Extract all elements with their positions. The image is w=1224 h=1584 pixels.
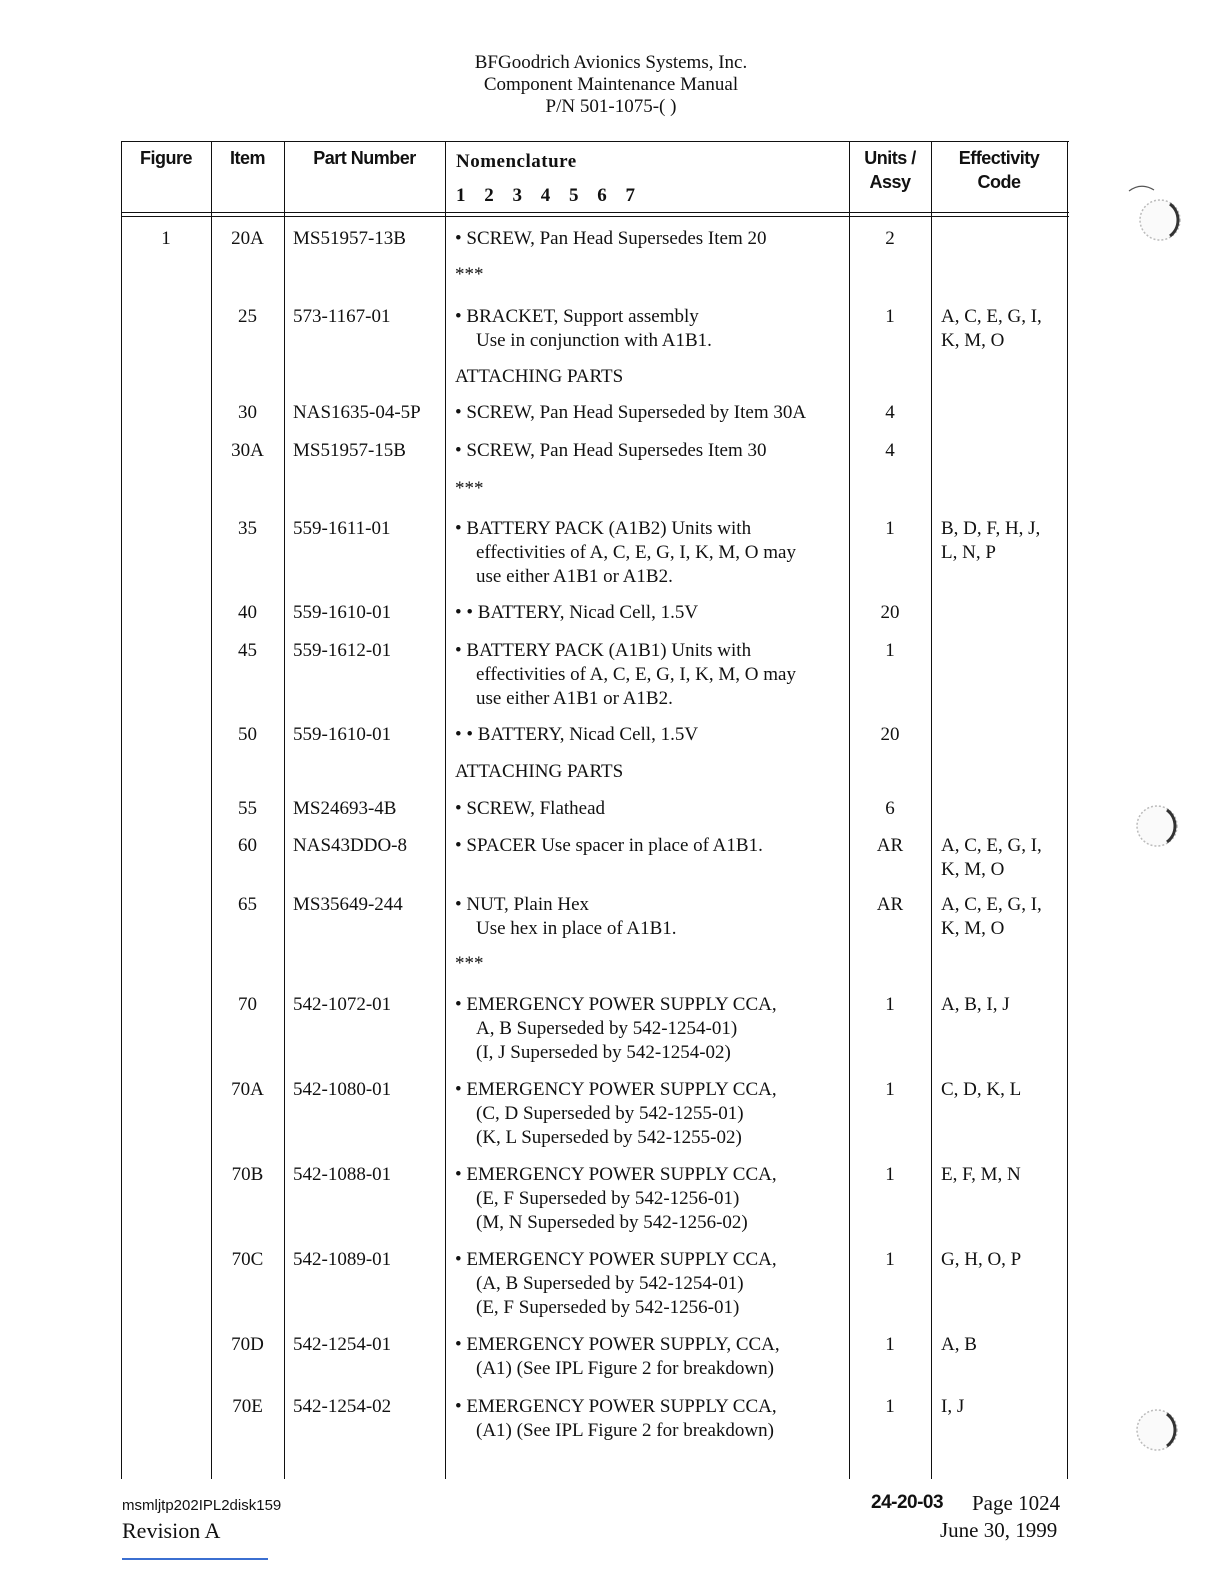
item-cell: 70C (231, 1249, 264, 1270)
part-number-cell: 559-1612-01 (293, 640, 392, 661)
effectivity-line: A, B, I, J (941, 994, 1010, 1015)
nomenclature-line: effectivities of A, C, E, G, I, K, M, O may (476, 542, 796, 563)
part-number-cell: 542-1080-01 (293, 1079, 392, 1100)
company-name: BFGoodrich Avionics Systems, Inc. (474, 52, 748, 73)
part-number-cell: 542-1254-02 (293, 1396, 392, 1417)
header-rule (121, 216, 1069, 217)
item-cell: 45 (238, 640, 257, 661)
nomenclature-cell (455, 993, 855, 1065)
item-cell: 70B (231, 1164, 264, 1185)
nomenclature-line: • BATTERY PACK (A1B2) Units with (455, 518, 752, 539)
footer-accent-line (122, 1558, 268, 1560)
part-number-cell: 542-1089-01 (293, 1249, 392, 1270)
units-cell: 20 (880, 602, 900, 623)
units-cell: 4 (885, 402, 895, 423)
item-cell: 65 (238, 894, 257, 915)
column-header-item: Item (229, 148, 265, 168)
nomenclature-cell (455, 1248, 855, 1320)
column-header-part-number: Part Number (313, 148, 416, 168)
effectivity-line: A, C, E, G, I, (941, 306, 1042, 327)
nomenclature-line: A, B Superseded by 542-1254-01) (476, 1018, 738, 1039)
part-number-cell: 559-1611-01 (293, 518, 391, 539)
punch-hole-icon (1138, 198, 1182, 242)
nomenclature-line: use either A1B1 or A1B2. (476, 688, 673, 709)
nomenclature-cell (455, 365, 855, 389)
item-cell: 35 (238, 518, 257, 539)
column-header-units: Units / Assy (864, 148, 916, 192)
nomenclature-line: • SPACER Use spacer in place of A1B1. (455, 835, 763, 856)
nomenclature-cell (455, 601, 855, 625)
nomenclature-line: (K, L Superseded by 542-1255-02) (476, 1127, 742, 1148)
units-cell: 2 (885, 228, 895, 249)
units-cell: 1 (885, 1079, 895, 1100)
nomenclature-line: *** (455, 478, 484, 499)
column-divider (931, 141, 932, 1479)
nomenclature-line: • SCREW, Flathead (455, 798, 606, 819)
nomenclature-line: (M, N Superseded by 542-1256-02) (476, 1212, 748, 1233)
effectivity-line: K, M, O (941, 859, 1005, 880)
nomenclature-cell (455, 439, 855, 463)
units-cell: 6 (885, 798, 895, 819)
item-cell: 70D (231, 1334, 264, 1355)
nomenclature-line: ATTACHING PARTS (455, 366, 624, 387)
nomenclature-cell (455, 1163, 855, 1235)
nomenclature-line: • NUT, Plain Hex (455, 894, 590, 915)
column-header-nomenclature: Nomenclature (456, 151, 577, 172)
nomenclature-indent-levels: 1 2 3 4 5 6 7 (456, 185, 642, 206)
units-cell: 1 (885, 306, 895, 327)
nomenclature-line: ATTACHING PARTS (455, 761, 624, 782)
effectivity-line: C, D, K, L (941, 1079, 1022, 1100)
nomenclature-line: • EMERGENCY POWER SUPPLY CCA, (455, 1164, 777, 1185)
part-number-cell: 573-1167-01 (293, 306, 391, 327)
item-cell: 25 (238, 306, 257, 327)
nomenclature-line: (I, J Superseded by 542-1254-02) (476, 1042, 731, 1063)
item-cell: 20A (231, 228, 264, 249)
item-cell: 40 (238, 602, 257, 623)
effectivity-line: A, B (941, 1334, 977, 1355)
item-cell: 70E (232, 1396, 263, 1417)
units-cell: 1 (885, 994, 895, 1015)
nomenclature-line: • EMERGENCY POWER SUPPLY, CCA, (455, 1334, 780, 1355)
table-border-right (1067, 141, 1068, 1479)
parts-table (121, 141, 1069, 1479)
units-cell: 1 (885, 1396, 895, 1417)
column-divider (284, 141, 285, 1479)
units-cell: 1 (885, 518, 895, 539)
part-number-cell: 559-1610-01 (293, 724, 392, 745)
effectivity-cell (941, 993, 1061, 1017)
nomenclature-line: (A, B Superseded by 542-1254-01) (476, 1273, 744, 1294)
units-cell: AR (876, 894, 904, 915)
units-cell: 1 (885, 1334, 895, 1355)
nomenclature-cell (455, 834, 855, 858)
effectivity-cell (941, 517, 1061, 565)
effectivity-cell (941, 305, 1061, 353)
item-cell: 30 (238, 402, 257, 423)
nomenclature-line: *** (455, 264, 484, 285)
nomenclature-line: • SCREW, Pan Head Supersedes Item 20 (455, 228, 767, 249)
effectivity-line: B, D, F, H, J, (941, 518, 1041, 539)
column-divider (445, 141, 446, 1479)
item-cell: 30A (231, 440, 264, 461)
nomenclature-line: (E, F Superseded by 542-1256-01) (476, 1297, 740, 1318)
units-cell: 1 (885, 1249, 895, 1270)
nomenclature-line: • BRACKET, Support assembly (455, 306, 699, 327)
nomenclature-cell (455, 305, 855, 353)
part-number-cell: MS51957-13B (293, 228, 406, 249)
document-number: 24-20-03 (871, 1492, 944, 1513)
part-number-cell: MS51957-15B (293, 440, 406, 461)
part-number-cell: 559-1610-01 (293, 602, 392, 623)
nomenclature-cell (455, 952, 855, 976)
effectivity-line: G, H, O, P (941, 1249, 1022, 1270)
nomenclature-line: (E, F Superseded by 542-1256-01) (476, 1188, 740, 1209)
table-border-left (121, 141, 122, 1479)
part-number-cell: NAS43DDO-8 (293, 835, 407, 856)
units-cell: 20 (880, 724, 900, 745)
file-code: msmljtp202IPL2disk159 (122, 1497, 282, 1514)
part-number-cell: MS35649-244 (293, 894, 403, 915)
part-number-cell: MS24693-4B (293, 798, 397, 819)
nomenclature-cell (455, 517, 855, 589)
part-number-cell: 542-1088-01 (293, 1164, 392, 1185)
effectivity-line: A, C, E, G, I, (941, 894, 1042, 915)
nomenclature-line: • EMERGENCY POWER SUPPLY CCA, (455, 994, 777, 1015)
nomenclature-line: • EMERGENCY POWER SUPPLY CCA, (455, 1396, 777, 1417)
part-number-cell: 542-1072-01 (293, 994, 392, 1015)
effectivity-cell (941, 1078, 1061, 1102)
nomenclature-cell (455, 1333, 855, 1381)
part-number-cell: NAS1635-04-5P (293, 402, 421, 423)
item-cell: 70 (238, 994, 257, 1015)
nomenclature-line: (C, D Superseded by 542-1255-01) (476, 1103, 744, 1124)
effectivity-cell (941, 1163, 1061, 1187)
nomenclature-line: • BATTERY PACK (A1B1) Units with (455, 640, 752, 661)
nomenclature-cell (455, 477, 855, 501)
effectivity-cell (941, 893, 1061, 941)
effectivity-cell (941, 1248, 1061, 1272)
nomenclature-line: • EMERGENCY POWER SUPPLY CCA, (455, 1249, 777, 1270)
nomenclature-line: Use in conjunction with A1B1. (476, 330, 712, 351)
column-header-figure: Figure (139, 148, 192, 168)
units-cell: AR (876, 835, 904, 856)
nomenclature-cell (455, 639, 855, 711)
nomenclature-line: effectivities of A, C, E, G, I, K, M, O may (476, 664, 796, 685)
units-cell: 4 (885, 440, 895, 461)
nomenclature-line: • EMERGENCY POWER SUPPLY CCA, (455, 1079, 777, 1100)
revision-label: Revision A (122, 1518, 221, 1543)
item-cell: 55 (238, 798, 257, 819)
manual-title: Component Maintenance Manual (483, 74, 739, 95)
table-border-top (121, 141, 1069, 142)
header-part-number: P/N 501-1075-( ) (545, 96, 677, 117)
effectivity-line: E, F, M, N (941, 1164, 1021, 1185)
effectivity-line: K, M, O (941, 918, 1005, 939)
effectivity-line: K, M, O (941, 330, 1005, 351)
nomenclature-line: (A1) (See IPL Figure 2 for breakdown) (476, 1358, 774, 1379)
figure-cell: 1 (161, 228, 171, 249)
nomenclature-cell (455, 263, 855, 287)
punch-hole-icon (1135, 1408, 1179, 1452)
part-number-cell: 542-1254-01 (293, 1334, 392, 1355)
page-number: Page 1024 (972, 1491, 1061, 1515)
item-cell: 50 (238, 724, 257, 745)
nomenclature-cell (455, 401, 855, 425)
units-cell: 1 (885, 640, 895, 661)
nomenclature-line: use either A1B1 or A1B2. (476, 566, 673, 587)
effectivity-cell (941, 1395, 1061, 1419)
item-cell: 60 (238, 835, 257, 856)
nomenclature-line: *** (455, 953, 484, 974)
nomenclature-line: • SCREW, Pan Head Supersedes Item 30 (455, 440, 767, 461)
units-cell: 1 (885, 1164, 895, 1185)
nomenclature-line: • • BATTERY, Nicad Cell, 1.5V (455, 602, 699, 623)
nomenclature-cell (455, 760, 855, 784)
effectivity-line: I, J (941, 1396, 965, 1417)
document-header (0, 52, 1224, 118)
column-header-effectivity: Effectivity Code (958, 148, 1040, 192)
nomenclature-cell (455, 797, 855, 821)
nomenclature-line: • • BATTERY, Nicad Cell, 1.5V (455, 724, 699, 745)
nomenclature-line: (A1) (See IPL Figure 2 for breakdown) (476, 1420, 774, 1441)
nomenclature-cell (455, 723, 855, 747)
effectivity-line: L, N, P (941, 542, 996, 563)
revision-date: June 30, 1999 (940, 1518, 1058, 1542)
nomenclature-line: • SCREW, Pan Head Superseded by Item 30A (455, 402, 807, 423)
nomenclature-cell (455, 1078, 855, 1150)
punch-hole-icon (1135, 804, 1179, 848)
nomenclature-line: Use hex in place of A1B1. (476, 918, 677, 939)
nomenclature-cell (455, 227, 855, 251)
nomenclature-cell (455, 893, 855, 941)
scan-mark-icon (1127, 182, 1157, 194)
effectivity-cell (941, 834, 1061, 882)
header-rule (121, 212, 1069, 213)
nomenclature-cell (455, 1395, 855, 1443)
effectivity-cell (941, 1333, 1061, 1357)
effectivity-line: A, C, E, G, I, (941, 835, 1042, 856)
item-cell: 70A (231, 1079, 264, 1100)
